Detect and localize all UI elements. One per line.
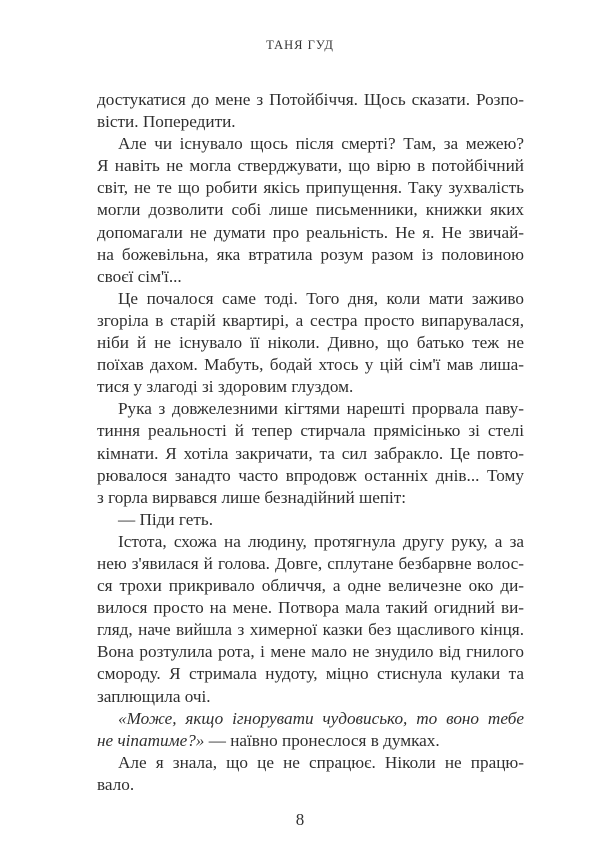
text-line [97,663,524,685]
text-span: поїхав дахом. Мабуть, бодай хтось у цій сім'ї мав лиша- [97,355,524,375]
text-line [97,288,524,310]
italic-text: не чіпатиме?» [97,730,205,750]
text-span: вісти. Попередити. [97,112,236,132]
text-line [97,155,524,177]
text-line [97,752,524,774]
text-line [97,686,524,708]
text-span: гляд, наче вийшла з химерної казки без щасливого кінця. [97,620,524,640]
text-line [97,111,524,133]
text-span: допомагали не думати про реальність. Не я. Не звичай- [97,222,524,242]
text-line [97,641,524,663]
text-line [97,199,524,221]
text-line [97,708,524,730]
text-span: кімнати. Я хотіла закричати, та сил забракло. Це повто- [97,443,524,463]
text-line [97,89,524,111]
text-line [97,575,524,597]
italic-text: «Може, якщо ігнорувати чудовисько, то воно тебе [118,708,524,728]
text-span: світ, не те що робити якісь припущення. Таку зухвалість [97,178,524,198]
text-span: тися у злагоді зі здоровим глуздом. [97,377,354,397]
text-line [97,619,524,641]
text-span: ся трохи прикривало обличчя, а одне величезне око ди- [97,576,524,596]
text-line [97,487,524,509]
text-span: вилося просто на мене. Потвора мала такий огидний ви- [97,598,524,618]
text-span: Це почалося саме тоді. Того дня, коли мати заживо [118,288,524,308]
text-span: нею з'явилася й голова. Довге, сплутане безбарвне волос- [97,553,524,573]
text-span: своєї сім'ї... [97,266,182,286]
text-span: Я навіть не могла стверджувати, що вірю в потойбічний [97,156,524,176]
text-line [97,177,524,199]
text-line [97,597,524,619]
text-line [97,443,524,465]
text-line [97,310,524,332]
text-line [97,222,524,244]
text-span: Рука з довжелезними кігтями нарешті прорвала паву- [118,399,524,419]
text-line [97,398,524,420]
text-span: — Піди геть. [118,509,214,529]
text-line [97,376,524,398]
text-span: могли дозволити собі лише письменники, книжки яких [97,200,524,220]
text-line [97,531,524,553]
text-span: Але чи існувало щось після смерті? Там, за межею? [118,134,524,154]
running-head: ТАНЯ ГУД [266,38,334,52]
text-line [97,354,524,376]
text-line [97,465,524,487]
text-span: на божевільна, яка втратила розум разом із половиною [97,244,524,264]
text-line [97,509,524,531]
text-line [97,774,524,796]
text-span: Вона розтулила рота, і мене мало не знудило від гнилого [97,642,524,662]
text-span: тиння реальності й тепер стирчала прямісінько зі стелі [97,421,524,441]
text-span: Істота, схожа на людину, протягнула другу руку, а за [118,531,524,551]
text-span: згоріла в старій квартирі, а сестра просто випарувалася, [97,310,524,330]
text-line [97,266,524,288]
text-span: рювалося занадто часто впродовж останніх днів... Тому [97,465,524,485]
text-line [97,244,524,266]
text-line [97,553,524,575]
text-line [97,332,524,354]
text-span: з горла вирвався лише безнадійний шепіт: [97,487,407,507]
page-number: 8 [295,810,305,829]
text-span: вало. [97,774,135,794]
text-line [97,420,524,442]
text-line [97,730,524,752]
text-span: ніби й не існувало її ніколи. Дивно, що батько теж не [97,333,524,353]
text-span: — наївно пронеслося в думках. [204,730,440,750]
text-line [97,133,524,155]
text-span: достукатися до мене з Потойбіччя. Щось сказати. Розпо- [97,90,524,109]
text-span: заплющила очі. [97,686,211,706]
text-span: Але я знала, що це не спрацює. Ніколи не працю- [118,752,524,772]
text-span: смороду. Я стримала нудоту, міцно стиснула кулаки та [97,664,524,684]
body-text [97,89,524,796]
